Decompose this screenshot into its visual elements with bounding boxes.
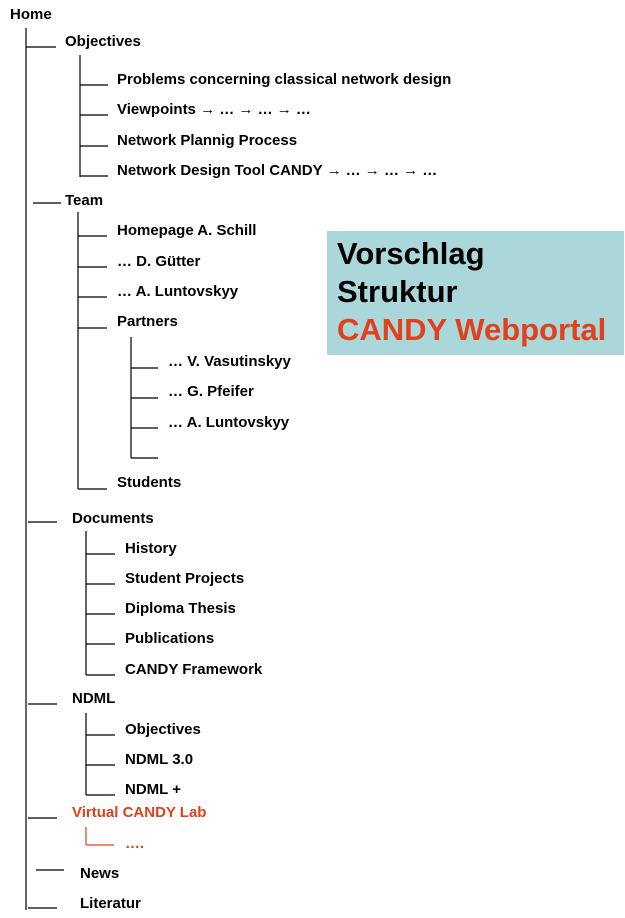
node-team-guetter[interactable]: … D. Gütter [117, 253, 201, 270]
node-documents-publications[interactable]: Publications [125, 630, 215, 647]
node-ndml-plus[interactable]: NDML + [125, 781, 181, 798]
node-ndml[interactable]: NDML [72, 690, 116, 707]
title-box [327, 231, 624, 355]
node-documents-candy-framework[interactable]: CANDY Framework [125, 661, 263, 678]
node-partner-luntovskyy[interactable]: … A. Luntovskyy [168, 414, 290, 431]
node-virtual-lab-ellipsis[interactable]: …. [125, 835, 145, 852]
node-news[interactable]: News [80, 865, 120, 882]
node-documents-diploma-thesis[interactable]: Diploma Thesis [125, 600, 236, 617]
node-team[interactable]: Team [65, 192, 104, 209]
node-objectives-planning-process[interactable]: Network Plannig Process [117, 132, 298, 149]
node-ndml-objectives[interactable]: Objectives [125, 721, 201, 738]
node-objectives-candy-tool[interactable]: Network Design Tool CANDY → … → … → … [117, 162, 438, 179]
node-virtual-candy-lab[interactable]: Virtual CANDY Lab [72, 804, 207, 821]
title-line-vorschlag: Vorschlag [337, 236, 485, 271]
node-team-homepage-schill[interactable]: Homepage A. Schill [117, 222, 257, 239]
title-line-candy-webportal: CANDY Webportal [337, 312, 607, 347]
node-objectives-problems[interactable]: Problems concerning classical network design [117, 71, 452, 88]
node-documents[interactable]: Documents [72, 510, 154, 527]
node-team-students[interactable]: Students [117, 474, 182, 491]
node-partner-vasutinskyy[interactable]: … V. Vasutinskyy [168, 353, 291, 370]
tree-root-home[interactable]: Home [10, 6, 52, 23]
title-line-struktur: Struktur [337, 274, 458, 309]
node-ndml-3-0[interactable]: NDML 3.0 [125, 751, 194, 768]
node-objectives[interactable]: Objectives [65, 33, 141, 50]
node-team-partners[interactable]: Partners [117, 313, 178, 330]
node-objectives-viewpoints[interactable]: Viewpoints → … → … → … [117, 101, 311, 118]
node-team-luntovskyy[interactable]: … A. Luntovskyy [117, 283, 239, 300]
node-documents-history[interactable]: History [125, 540, 177, 557]
node-documents-student-projects[interactable]: Student Projects [125, 570, 245, 587]
node-partner-pfeifer[interactable]: … G. Pfeifer [168, 383, 254, 400]
node-literatur[interactable]: Literatur [80, 895, 141, 912]
